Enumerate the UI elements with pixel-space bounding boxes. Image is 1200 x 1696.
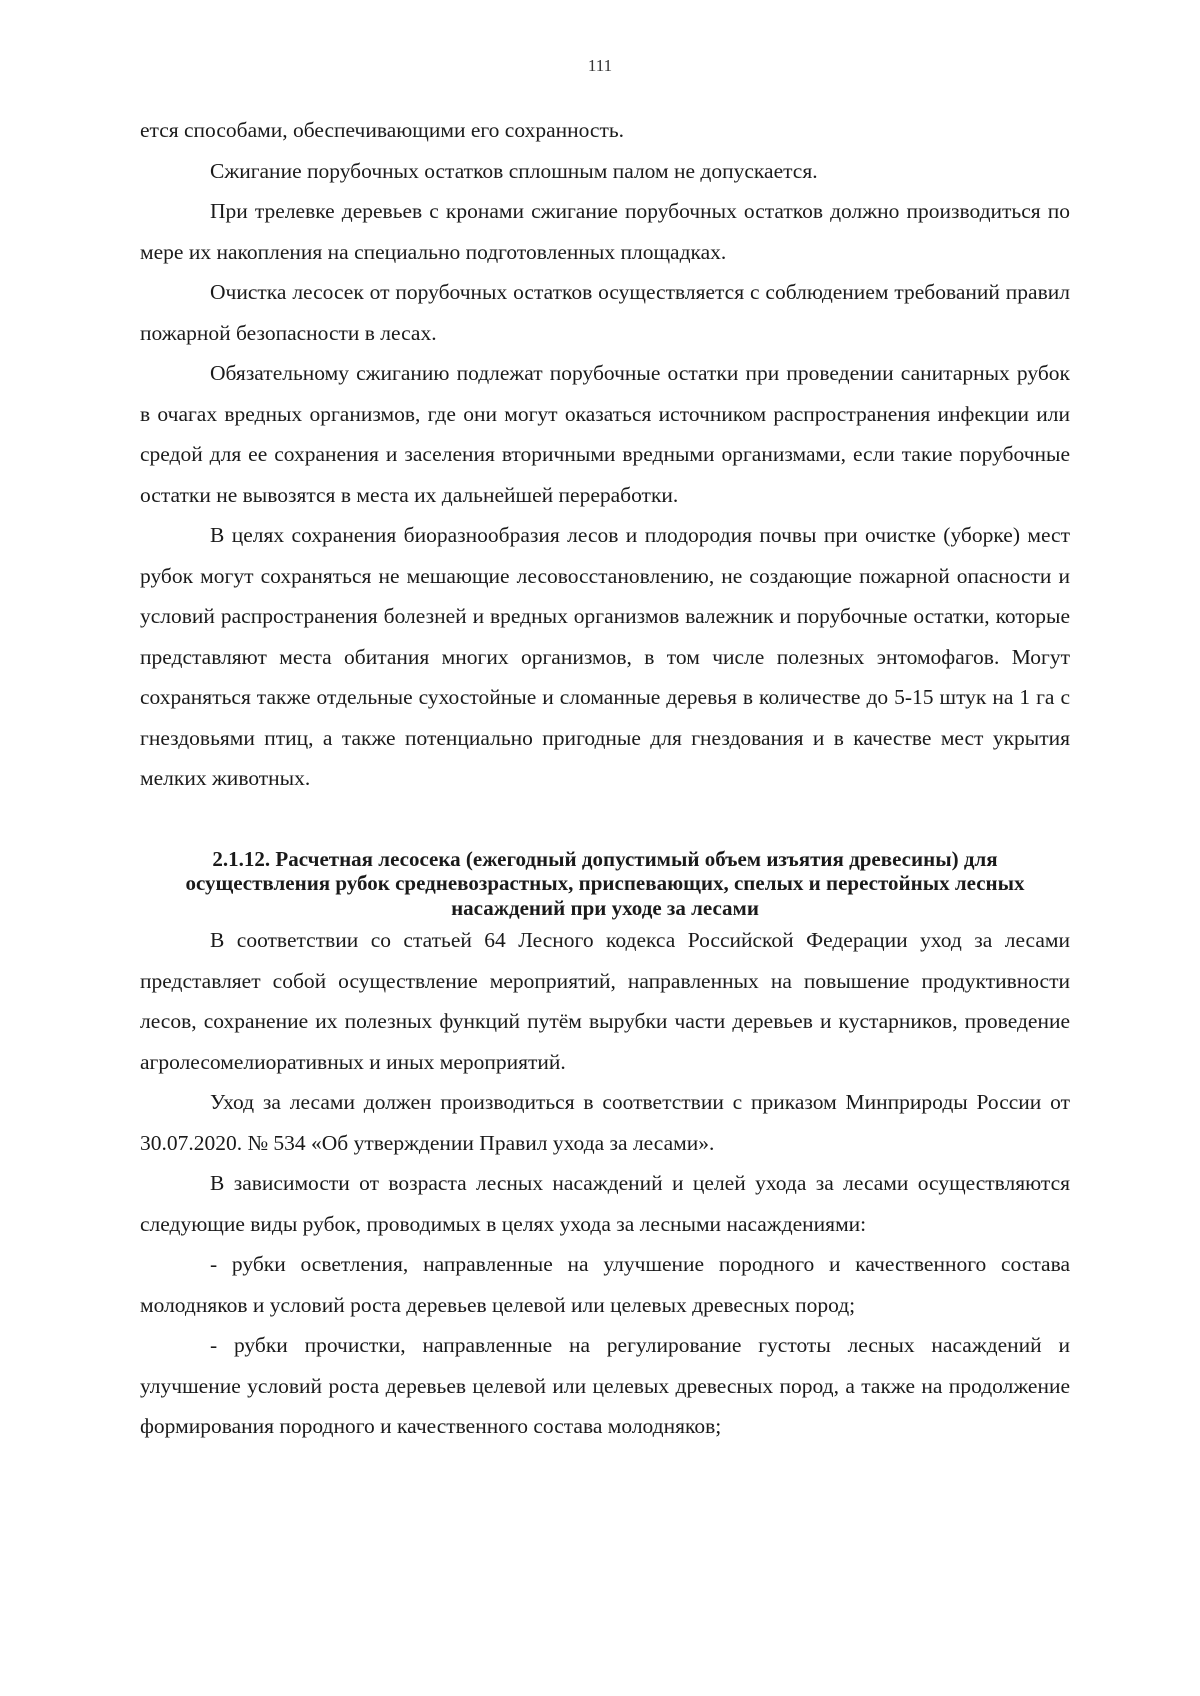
paragraph-4: Очистка лесосек от порубочных остатков осуществляется с соблюдением требований правил пожарной безопасности в лесах. (140, 280, 1070, 345)
list-item-lightening-cuttings: - рубки осветления, направленные на улучшение породного и качественного состава молодняков и условий роста деревьев целевой или целевых древесных пород; (140, 1252, 1070, 1317)
paragraph-7: В соответствии со статьей 64 Лесного кодекса Российской Федерации уход за лесами представляет собой осуществление мероприятий, направленных на повышение продуктивности лесов, сохранение их полезных функций путём вырубки части деревьев и кустарников, проведение агролесомелиоративных и иных мероприятий. (140, 928, 1070, 1074)
paragraph-8: Уход за лесами должен производиться в соответствии с приказом Минприроды России от 30.07.2020. № 534 «Об утверждении Правил ухода за лесами». (140, 1090, 1070, 1155)
section-gap (140, 799, 1070, 817)
paragraph-3: При трелевке деревьев с кронами сжигание порубочных остатков должно производиться по мере их накопления на специально подготовленных площадках. (140, 199, 1070, 264)
paragraph-5: Обязательному сжиганию подлежат порубочные остатки при проведении санитарных рубок в очагах вредных организмов, где они могут оказаться источником распространения инфекции или средой для ее сохранения и заселения вторичными вредными организмами, если такие порубочные остатки не вывозятся в места их дальнейшей переработки. (140, 361, 1070, 507)
paragraph-2: Сжигание порубочных остатков сплошным палом не допускается. (210, 158, 818, 183)
page-body (140, 110, 1070, 1447)
paragraph-1: ется способами, обеспечивающими его сохранность. (140, 118, 625, 142)
paragraph-6: В целях сохранения биоразнообразия лесов и плодородия почвы при очистке (уборке) мест рубок могут сохраняться не мешающие лесовосстановлению, не создающие пожарной опасности и условий распространения болезней и вредных организмов валежник и порубочные остатки, которые представляют места обитания многих организмов, в том числе полезных энтомофагов. Могут сохраняться также отдельные сухостойные и сломанные деревья в количестве до 5-15 штук на 1 га с гнездовьями птиц, а также потенциально пригодные для гнездования и в качестве мест укрытия мелких животных. (140, 523, 1070, 790)
section-heading: 2.1.12. Расчетная лесосека (ежегодный допустимый объем изъятия древесины) для осуществления рубок средневозрастных, приспевающих, спелых и перестойных лесных насаждений при уходе за лесами (185, 846, 1025, 920)
paragraph-9: В зависимости от возраста лесных насаждений и целей ухода за лесами осуществляются следующие виды рубок, проводимых в целях ухода за лесными насаждениями: (140, 1171, 1070, 1236)
list-item-cleaning-cuttings: - рубки прочистки, направленные на регулирование густоты лесных насаждений и улучшение условий роста деревьев целевой или целевых древесных пород, а также на продолжение формирования породного и качественного состава молодняков; (140, 1333, 1070, 1438)
page-number: 111 (587, 56, 613, 75)
